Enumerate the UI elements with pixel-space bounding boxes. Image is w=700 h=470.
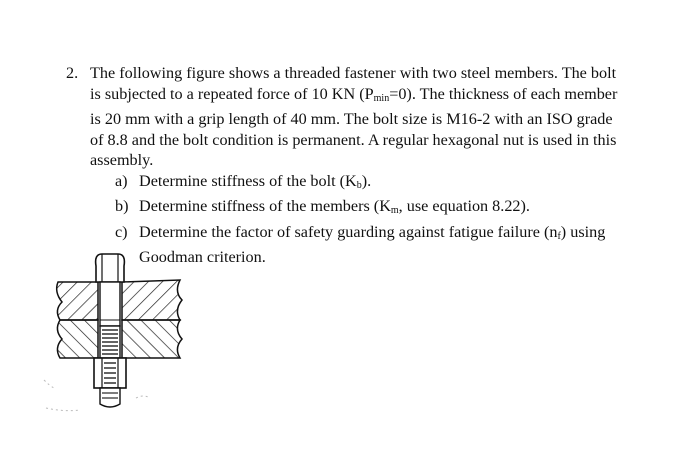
intro-line-2 — [90, 85, 617, 103]
part-text — [139, 222, 656, 268]
question-part-a — [115, 171, 656, 197]
part-c-text: Determine the factor of safety guarding against fatigue failure (n — [139, 222, 558, 241]
km-subscript: m — [390, 205, 399, 216]
intro-line-5: assembly. — [90, 151, 154, 169]
problem-intro — [90, 63, 656, 268]
bolt-shank — [100, 282, 120, 326]
bolted-joint-drawing — [40, 248, 200, 428]
part-text — [139, 196, 656, 222]
part-letter: b) — [115, 197, 129, 215]
lower-member-left — [57, 320, 98, 358]
bolted-joint-figure — [40, 248, 200, 428]
intro-line-4: of 8.8 and the bolt condition is permanent. A regular hexagonal nut is used in this — [90, 130, 617, 149]
nf-subscript: f — [557, 230, 561, 242]
part-text — [139, 171, 656, 197]
part-c-end: ) using Goodman criterion. — [139, 222, 606, 266]
upper-member-right — [122, 280, 182, 320]
kb-subscript: b — [356, 179, 362, 191]
intro-force-text: is subjected to a repeated force of 10 KN (P — [90, 84, 374, 103]
question-part-b — [115, 196, 656, 222]
problem-statement — [66, 63, 656, 268]
part-letter: a) — [115, 171, 128, 190]
intro-line-1: The following figure shows a threaded fastener with two steel members. The bolt — [90, 64, 617, 82]
bolt-head — [96, 254, 125, 282]
intro-line-3: is 20 mm with a grip length of 40 mm. The bolt size is M16-2 with an ISO grade — [90, 110, 613, 128]
problem-number: 2. — [66, 64, 79, 82]
intro-thickness-text: =0). The thickness of each member — [389, 84, 618, 103]
part-a-text: Determine stiffness of the bolt (K — [139, 171, 357, 190]
part-b-end: , use equation 8.22). — [398, 197, 530, 215]
part-b-text: Determine stiffness of the members (K — [139, 197, 391, 215]
part-a-end: ). — [361, 171, 372, 190]
part-letter: c) — [115, 222, 128, 241]
upper-member-left — [57, 282, 98, 320]
lower-member-right — [122, 320, 182, 358]
pmin-subscript: min — [373, 92, 390, 104]
